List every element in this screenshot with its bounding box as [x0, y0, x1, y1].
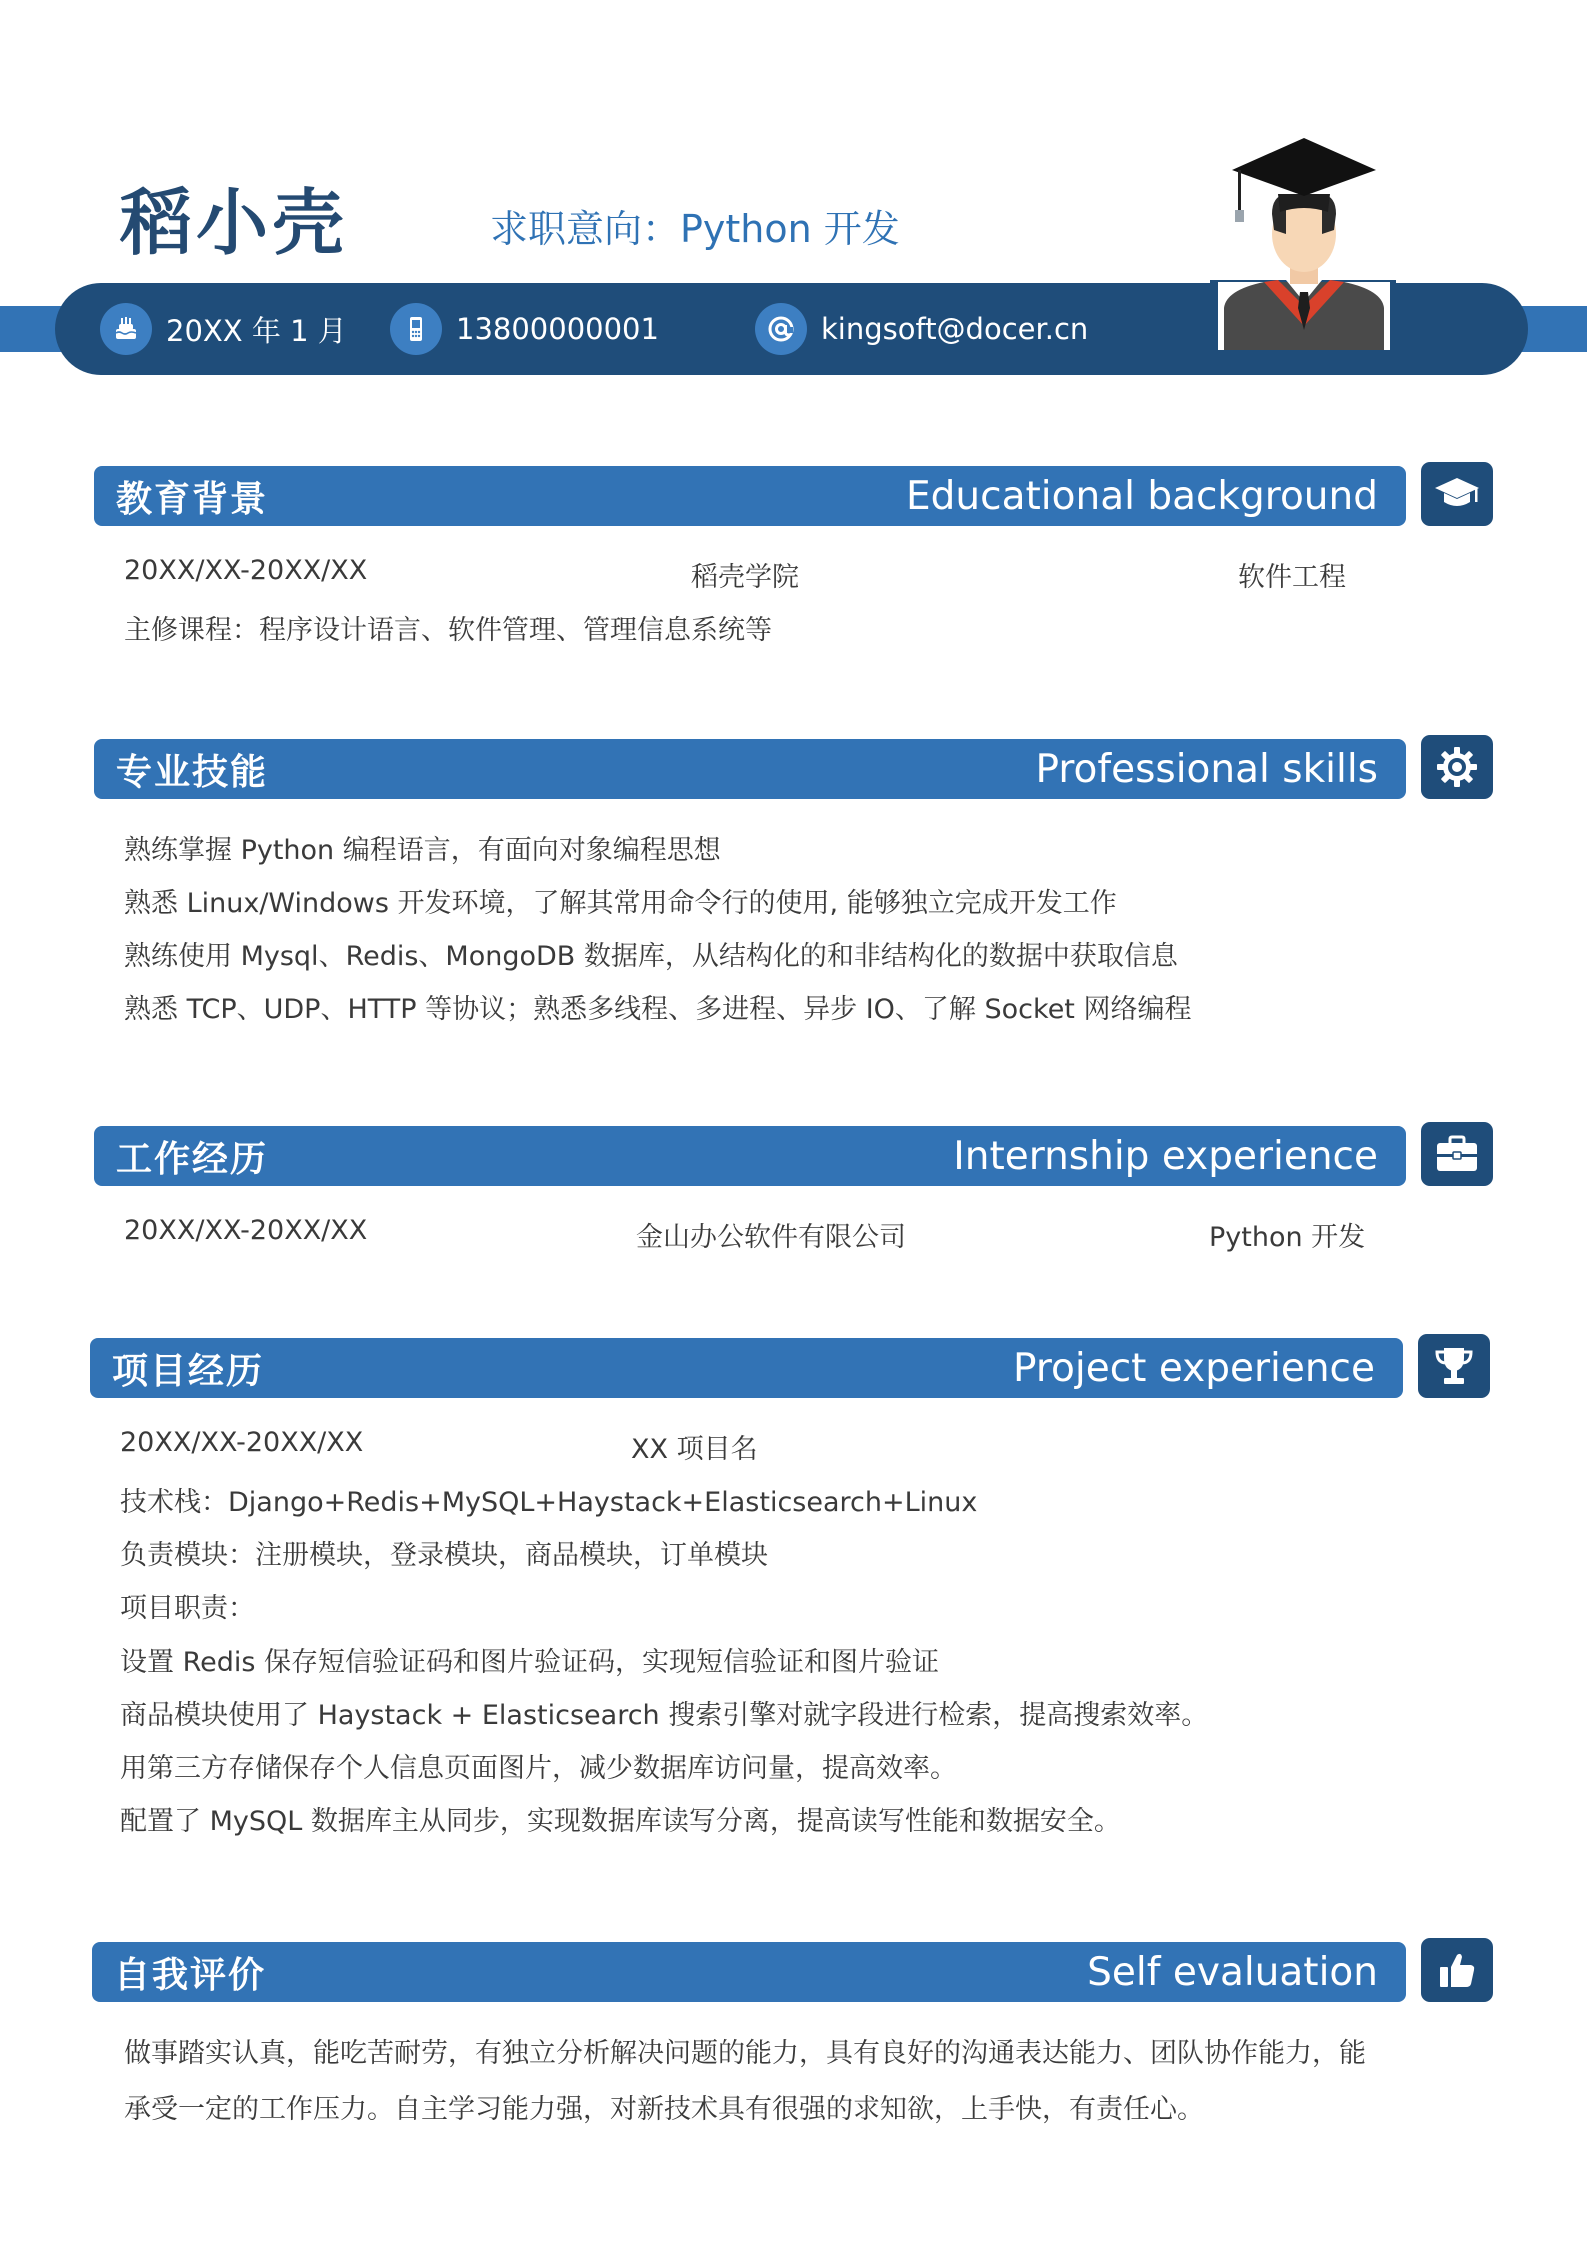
thumbs-up-icon: [1421, 1938, 1493, 2002]
skill-item: 熟练掌握 Python 编程语言，有面向对象编程思想: [124, 835, 721, 866]
project-period: 20XX/XX-20XX/XX: [120, 1427, 364, 1458]
section-header-education: [94, 466, 1406, 526]
work-period: 20XX/XX-20XX/XX: [124, 1215, 368, 1246]
section-title-en: Internship experience: [953, 1133, 1378, 1179]
section-header-self: [92, 1942, 1406, 2002]
candidate-name: 稻小壳: [120, 181, 349, 265]
birth-text: 20XX 年 1 月: [166, 313, 347, 348]
graduation-cap-icon: [1421, 462, 1493, 526]
education-period: 20XX/XX-20XX/XX: [124, 555, 368, 586]
education-courses: 主修课程：程序设计语言、软件管理、管理信息系统等: [124, 615, 772, 646]
section-header-project: [90, 1338, 1403, 1398]
at-sign-icon: [755, 303, 807, 355]
self-line: 做事踏实认真，能吃苦耐劳，有独立分析解决问题的能力，具有良好的沟通表达能力、团队协作能力，能: [124, 2038, 1366, 2069]
project-line: 负责模块：注册模块，登录模块，商品模块，订单模块: [120, 1540, 768, 1571]
section-title-zh: 自我评价: [114, 1954, 267, 1996]
section-title-en: Project experience: [1013, 1345, 1375, 1391]
section-title-en: Self evaluation: [1087, 1949, 1378, 1995]
section-title-zh: 工作经历: [116, 1138, 269, 1180]
briefcase-icon: [1421, 1122, 1493, 1186]
skill-item: 熟悉 Linux/Windows 开发环境，了解其常用命令行的使用, 能够独立完成开发工作: [124, 888, 1117, 919]
education-school: 稻壳学院: [691, 562, 799, 593]
project-line: 技术栈：Django+Redis+MySQL+Haystack+Elasticsearch+Linux: [120, 1487, 978, 1518]
project-line: 设置 Redis 保存短信验证码和图片验证码，实现短信验证和图片验证: [120, 1647, 940, 1678]
contact-birth: [100, 283, 347, 375]
section-header-work: [94, 1126, 1406, 1186]
job-intent: 求职意向：Python 开发: [490, 207, 900, 251]
gear-icon: [1421, 735, 1493, 799]
section-title-zh: 教育背景: [116, 478, 269, 520]
section-title-zh: 专业技能: [116, 751, 269, 793]
work-role: Python 开发: [1209, 1222, 1366, 1253]
contact-email: [755, 283, 1088, 375]
section-title-en: Professional skills: [1035, 746, 1378, 792]
project-line: 配置了 MySQL 数据库主从同步，实现数据库读写分离，提高读写性能和数据安全。: [120, 1806, 1121, 1837]
skill-item: 熟练使用 Mysql、Redis、MongoDB 数据库，从结构化的和非结构化的数据中获取信息: [124, 941, 1178, 972]
project-line: 用第三方存储保存个人信息页面图片，减少数据库访问量，提高效率。: [120, 1753, 957, 1784]
project-line: 商品模块使用了 Haystack + Elasticsearch 搜索引擎对就字段进行检索，提高搜索效率。: [120, 1700, 1209, 1731]
skill-item: 熟悉 TCP、UDP、HTTP 等协议；熟悉多线程、多进程、异步 IO、了解 Socket 网络编程: [124, 994, 1192, 1025]
section-title-zh: 项目经历: [112, 1350, 265, 1392]
graduate-avatar: [1216, 130, 1392, 350]
self-line: 承受一定的工作压力。自主学习能力强，对新技术具有很强的求知欲，上手快，有责任心。: [124, 2094, 1204, 2125]
phone-text: 13800000001: [456, 312, 659, 346]
trophy-icon: [1418, 1334, 1490, 1398]
section-header-skills: [94, 739, 1406, 799]
cake-icon: [100, 303, 152, 355]
education-major: 软件工程: [1238, 562, 1346, 593]
phone-icon: [390, 303, 442, 355]
project-line: 项目职责：: [120, 1593, 255, 1624]
contact-phone: [390, 283, 659, 375]
section-title-en: Educational background: [906, 473, 1378, 519]
email-text: kingsoft@docer.cn: [821, 312, 1089, 346]
project-name: XX 项目名: [631, 1434, 758, 1465]
work-company: 金山办公软件有限公司: [636, 1222, 906, 1253]
